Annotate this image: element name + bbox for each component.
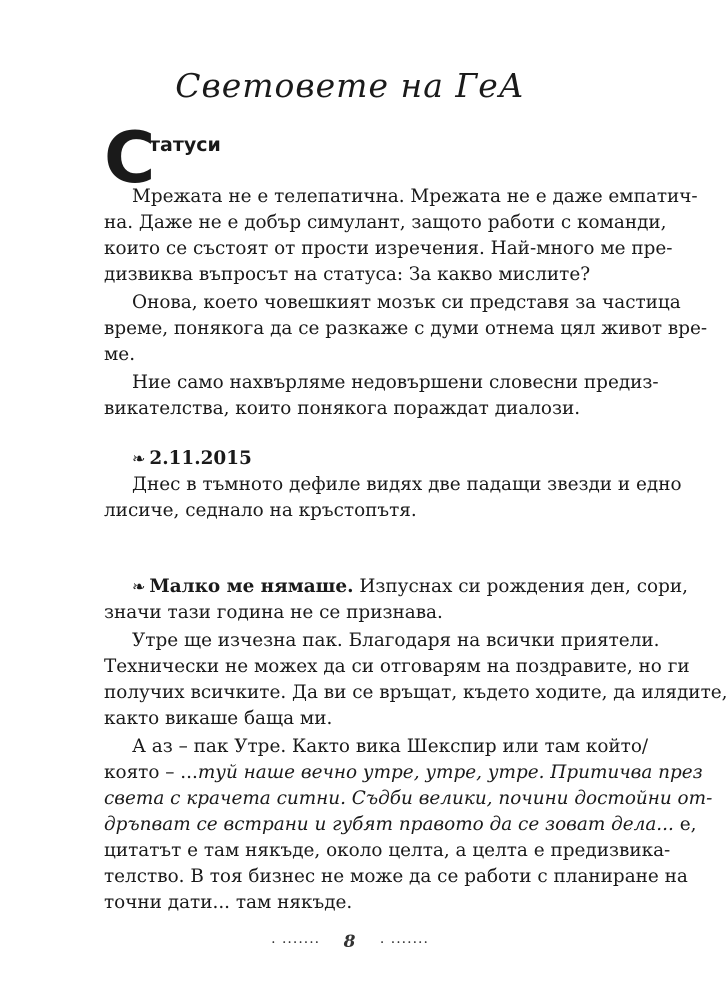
fleuron-icon: ❧ [132, 577, 146, 596]
text-line: викателства, които понякога пораждат диалози. [104, 398, 581, 419]
text-line: Онова, което човешкият мозък си представя за частица [132, 292, 681, 313]
chapter-title-rest: татуси [149, 134, 221, 156]
text-line: Технически не можех да си отговарям на поздравите, но ги [104, 656, 690, 677]
text-line: на. Даже не е добър симулант, защото работи с команди, [104, 212, 667, 233]
text-line: света с крачета ситни. Съдби велики, почини достойни от- [104, 788, 713, 809]
text-line: време, понякога да се разкаже с думи отнема цял живот вре- [104, 318, 708, 339]
drop-cap: С [104, 117, 156, 199]
footer-dots-left: · ······· [271, 935, 321, 951]
page-footer [0, 932, 700, 952]
text-line: Днес в тъмното дефиле видях две падащи звезди и едно [132, 474, 682, 495]
text-line: получих всичките. Да ви се връщат, където ходите, да илядите, [104, 682, 727, 703]
text-line: Утре ще изчезна пак. Благодаря на всички приятели. [132, 630, 660, 651]
text-line: както викаше баща ми. [104, 708, 333, 729]
text-line: Ние само нахвърляме недовършени словесни предиз- [132, 372, 659, 393]
text-line: дизвиква въпросът на статуса: За какво мислите? [104, 264, 591, 285]
text-line: точни дати... там някъде. [104, 892, 353, 913]
text-line: телство. В тоя бизнес не може да се работи с планиране на [104, 866, 688, 887]
entry-date-heading: ❧ 2.11.2015 [132, 446, 600, 472]
text-line: които се състоят от прости изречения. Най-много ме пре- [104, 238, 673, 259]
text-line: А аз – пак Утре. Както вика Шекспир или там който/ [132, 736, 649, 757]
text-line: дръпват се встрани и губят правото да се зоват дела... е, [104, 814, 697, 835]
footer-dots-right: · ······· [379, 935, 429, 951]
text-line: Мрежата не е телепатична. Мрежата не е даже емпатич- [132, 186, 698, 207]
page-number: 8 [343, 932, 357, 952]
running-head: Световете на ГеА [175, 66, 525, 105]
text-line: лисиче, седнало на кръстопътя. [104, 500, 417, 521]
entry-heading-line: ❧ Малко ме нямаше. Изпуснах си рождения ден, сори, [132, 574, 600, 600]
fleuron-icon: ❧ [132, 449, 146, 468]
text-line: значи тази година не се признава. [104, 602, 443, 623]
text-line: която – ...туй наше вечно утре, утре, утре. Притичва през [104, 762, 703, 783]
text-line: цитатът е там някъде, около целта, а целта е предизвика- [104, 840, 671, 861]
text-line: ме. [104, 344, 136, 365]
